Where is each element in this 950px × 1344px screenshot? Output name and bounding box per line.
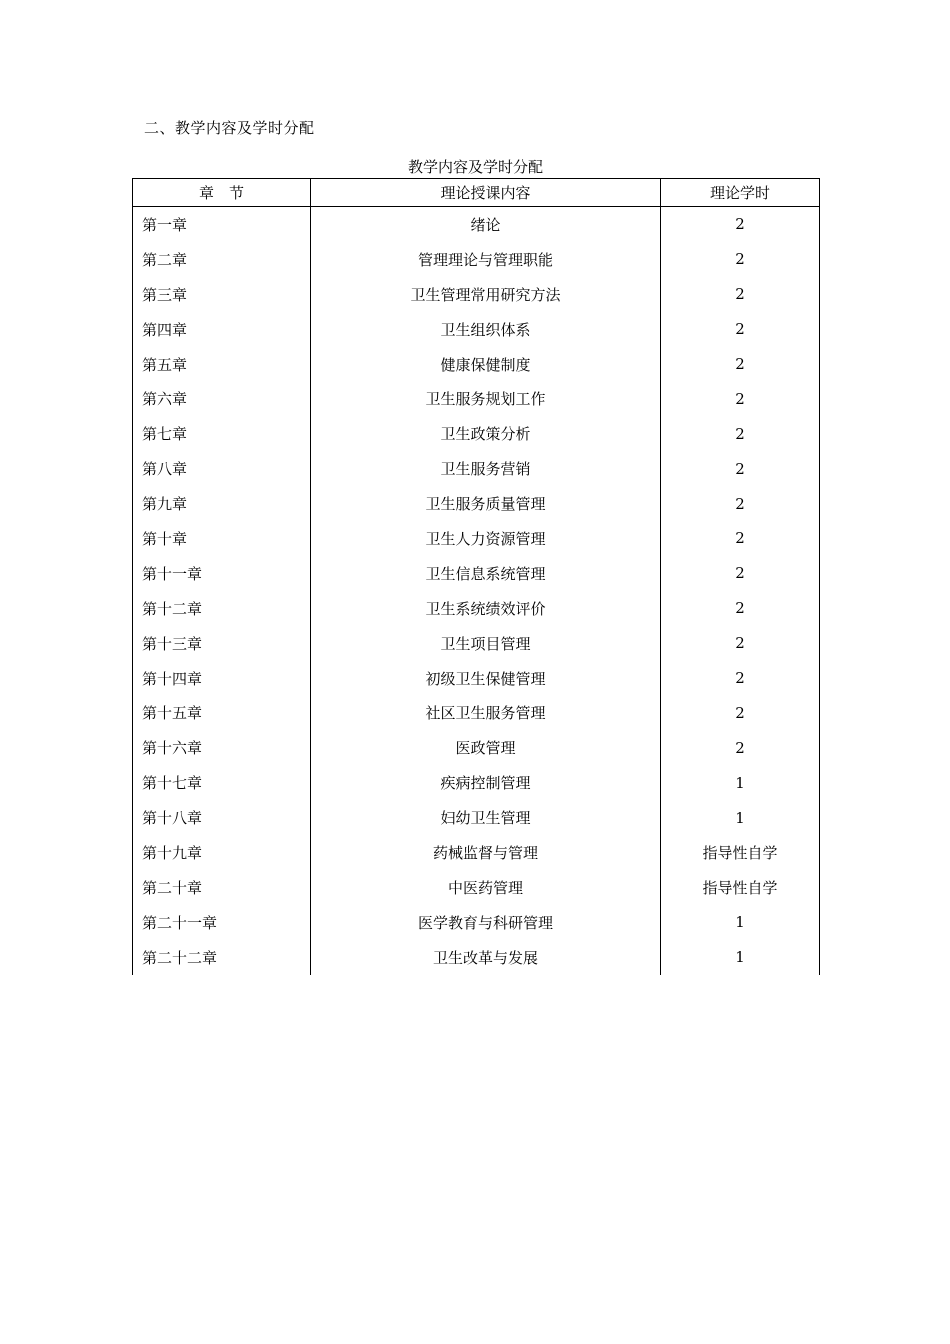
chapter-cell: 第四章 xyxy=(133,312,311,347)
chapter-cell: 第十九章 xyxy=(133,835,311,870)
table-row xyxy=(133,940,820,975)
hours-cell: 1 xyxy=(661,905,820,940)
chapter-cell: 第二十二章 xyxy=(133,940,311,975)
hours-cell: 1 xyxy=(661,765,820,800)
content-cell: 卫生服务规划工作 xyxy=(311,381,661,416)
hours-cell: 2 xyxy=(661,521,820,556)
schedule-table xyxy=(132,178,820,975)
chapter-cell: 第十六章 xyxy=(133,730,311,765)
hours-cell: 2 xyxy=(661,695,820,730)
table-row xyxy=(133,870,820,905)
content-cell: 中医药管理 xyxy=(311,870,661,905)
section-heading: 二、教学内容及学时分配 xyxy=(144,119,315,137)
hours-cell: 2 xyxy=(661,416,820,451)
chapter-cell: 第十七章 xyxy=(133,765,311,800)
chapter-cell: 第十一章 xyxy=(133,556,311,591)
content-cell: 卫生人力资源管理 xyxy=(311,521,661,556)
content-cell: 卫生项目管理 xyxy=(311,626,661,661)
table-row xyxy=(133,556,820,591)
chapter-cell: 第八章 xyxy=(133,451,311,486)
content-cell: 卫生政策分析 xyxy=(311,416,661,451)
table-row xyxy=(133,626,820,661)
chapter-cell: 第六章 xyxy=(133,381,311,416)
table-row xyxy=(133,277,820,312)
chapter-cell: 第十二章 xyxy=(133,591,311,626)
table-caption: 教学内容及学时分配 xyxy=(407,158,543,176)
content-cell: 疾病控制管理 xyxy=(311,765,661,800)
header-hours: 理论学时 xyxy=(661,179,820,207)
chapter-cell: 第二十一章 xyxy=(133,905,311,940)
table-row xyxy=(133,661,820,696)
table-row xyxy=(133,416,820,451)
content-cell: 卫生系统绩效评价 xyxy=(311,591,661,626)
hours-cell: 2 xyxy=(661,277,820,312)
header-chapter: 章 节 xyxy=(133,179,311,207)
table-row xyxy=(133,486,820,521)
table-header-row xyxy=(133,179,820,207)
content-cell: 医学教育与科研管理 xyxy=(311,905,661,940)
content-cell: 初级卫生保健管理 xyxy=(311,661,661,696)
chapter-cell: 第一章 xyxy=(133,207,311,242)
table-row xyxy=(133,207,820,242)
content-cell: 妇幼卫生管理 xyxy=(311,800,661,835)
chapter-cell: 第二章 xyxy=(133,242,311,277)
hours-cell: 2 xyxy=(661,730,820,765)
content-cell: 卫生服务营销 xyxy=(311,451,661,486)
content-cell: 卫生改革与发展 xyxy=(311,940,661,975)
content-cell: 管理理论与管理职能 xyxy=(311,242,661,277)
content-cell: 药械监督与管理 xyxy=(311,835,661,870)
hours-cell: 2 xyxy=(661,451,820,486)
table-row xyxy=(133,521,820,556)
chapter-cell: 第十章 xyxy=(133,521,311,556)
content-cell: 卫生组织体系 xyxy=(311,312,661,347)
hours-cell: 2 xyxy=(661,347,820,382)
table-row xyxy=(133,800,820,835)
table-row xyxy=(133,381,820,416)
table-row xyxy=(133,905,820,940)
hours-cell: 2 xyxy=(661,661,820,696)
table-row xyxy=(133,591,820,626)
content-cell: 卫生信息系统管理 xyxy=(311,556,661,591)
hours-cell: 2 xyxy=(661,207,820,242)
table-row xyxy=(133,312,820,347)
content-cell: 社区卫生服务管理 xyxy=(311,695,661,730)
hours-cell: 1 xyxy=(661,940,820,975)
table-row xyxy=(133,242,820,277)
hours-cell: 2 xyxy=(661,556,820,591)
hours-cell: 2 xyxy=(661,381,820,416)
content-cell: 绪论 xyxy=(311,207,661,242)
content-cell: 卫生服务质量管理 xyxy=(311,486,661,521)
hours-cell: 指导性自学 xyxy=(661,835,820,870)
hours-cell: 指导性自学 xyxy=(661,870,820,905)
hours-cell: 2 xyxy=(661,486,820,521)
table-row xyxy=(133,730,820,765)
chapter-cell: 第十三章 xyxy=(133,626,311,661)
hours-cell: 2 xyxy=(661,626,820,661)
chapter-cell: 第九章 xyxy=(133,486,311,521)
chapter-cell: 第十八章 xyxy=(133,800,311,835)
chapter-cell: 第十五章 xyxy=(133,695,311,730)
chapter-cell: 第五章 xyxy=(133,347,311,382)
content-cell: 医政管理 xyxy=(311,730,661,765)
chapter-cell: 第十四章 xyxy=(133,661,311,696)
table-row xyxy=(133,451,820,486)
hours-cell: 2 xyxy=(661,312,820,347)
table-row xyxy=(133,765,820,800)
chapter-cell: 第二十章 xyxy=(133,870,311,905)
table-body xyxy=(133,207,820,975)
content-cell: 健康保健制度 xyxy=(311,347,661,382)
table-row xyxy=(133,347,820,382)
hours-cell: 2 xyxy=(661,242,820,277)
chapter-cell: 第七章 xyxy=(133,416,311,451)
header-content: 理论授课内容 xyxy=(311,179,661,207)
hours-cell: 2 xyxy=(661,591,820,626)
content-cell: 卫生管理常用研究方法 xyxy=(311,277,661,312)
table-row xyxy=(133,695,820,730)
table-row xyxy=(133,835,820,870)
hours-cell: 1 xyxy=(661,800,820,835)
chapter-cell: 第三章 xyxy=(133,277,311,312)
